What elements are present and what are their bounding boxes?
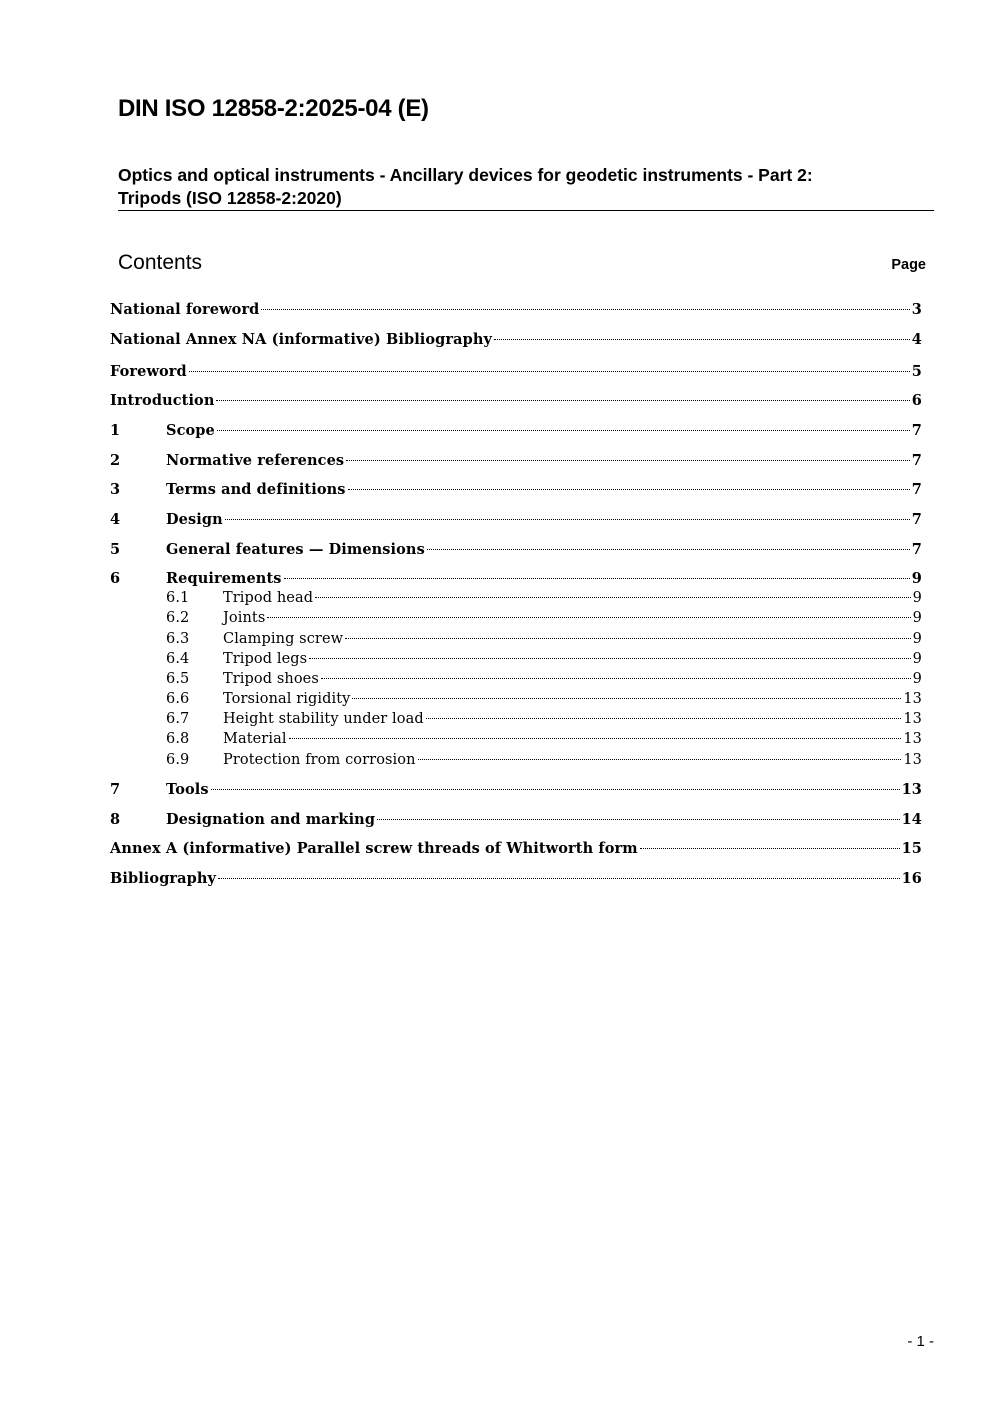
toc-entry-title: Joints (223, 610, 266, 626)
toc-leader-dots (426, 718, 902, 719)
toc-entry-6-4-tripod-legs[interactable] (110, 651, 922, 671)
toc-entry-foreword[interactable] (110, 363, 922, 383)
toc-entry-page: 5 (911, 363, 922, 380)
toc-leader-dots (418, 759, 902, 760)
toc-entry-page: 6 (911, 392, 922, 409)
toc-entry-page: 9 (912, 651, 922, 667)
toc-entry-title: General features — Dimensions (166, 541, 425, 558)
toc-entry-page: 7 (911, 481, 922, 498)
toc-entry-page: 3 (911, 301, 922, 318)
toc-entry-6-3-clamping-screw[interactable] (110, 631, 922, 651)
toc-leader-dots (211, 789, 900, 790)
toc-entry-national-foreword[interactable] (110, 301, 922, 321)
document-title (118, 164, 933, 210)
toc-entry-6-8-material[interactable] (110, 731, 922, 751)
toc-entry-page: 9 (912, 631, 922, 647)
toc-entry-title: Design (166, 511, 223, 528)
toc-entry-title: Material (223, 731, 287, 747)
toc-entry-annex-a[interactable] (110, 840, 922, 860)
toc-entry-6-requirements[interactable] (110, 570, 922, 590)
toc-entry-6-1-tripod-head[interactable] (110, 590, 922, 610)
contents-heading: Contents (118, 251, 203, 274)
toc-entry-6-2-joints[interactable] (110, 610, 922, 630)
toc-entry-6-6-torsional-rigidity[interactable] (110, 691, 922, 711)
toc-entry-page: 7 (911, 541, 922, 558)
toc-entry-number: 6.2 (166, 610, 190, 626)
toc-entry-title: Introduction (110, 392, 215, 409)
toc-entry-title: Torsional rigidity (223, 691, 351, 707)
toc-entry-number: 1 (110, 422, 121, 439)
toc-entry-page: 16 (901, 870, 922, 887)
toc-entry-2-normative-references[interactable] (110, 452, 922, 472)
document-title-line-1: Optics and optical instruments - Ancillary devices for geodetic instruments - Part 2: (118, 165, 813, 185)
toc-entry-6-7-height-stability[interactable] (110, 711, 922, 731)
toc-entry-6-9-protection-from-corrosion[interactable] (110, 752, 922, 772)
toc-entry-number: 3 (110, 481, 121, 498)
toc-entry-title: Requirements (166, 570, 282, 587)
toc-entry-number: 7 (110, 781, 121, 798)
document-id: DIN ISO 12858-2:2025-04 (E) (118, 95, 429, 122)
page-column-heading: Page (891, 257, 926, 273)
document-title-line-2: Tripods (ISO 12858-2:2020) (118, 188, 342, 208)
toc-entry-page: 13 (903, 731, 922, 747)
toc-entry-page: 15 (901, 840, 922, 857)
toc-entry-title: Clamping screw (223, 631, 344, 647)
toc-leader-dots (284, 578, 910, 579)
toc-entry-number: 6.5 (166, 671, 190, 687)
toc-entry-page: 9 (912, 610, 922, 626)
toc-entry-title (110, 331, 492, 348)
toc-leader-dots (321, 678, 911, 679)
toc-entry-national-annex-na[interactable] (110, 331, 922, 351)
toc-leader-dots (494, 339, 910, 340)
toc-entry-page: 14 (901, 811, 922, 828)
toc-entry-5-general-features[interactable] (110, 541, 922, 561)
toc-entry-page: 13 (903, 691, 922, 707)
footer-page-number: - 1 - (907, 1333, 934, 1350)
toc-entry-page: 4 (911, 331, 922, 348)
toc-entry-title: Bibliography (110, 870, 217, 887)
toc-entry-page: 7 (911, 452, 922, 469)
toc-entry-introduction[interactable] (110, 392, 922, 412)
toc-entry-number: 8 (110, 811, 121, 828)
toc-entry-title: Tools (166, 781, 209, 798)
toc-entry-title: Protection from corrosion (223, 752, 416, 768)
toc-entry-number: 6 (110, 570, 121, 587)
toc-entry-title: Height stability under load (223, 711, 424, 727)
toc-leader-dots (346, 460, 910, 461)
toc-leader-dots (218, 878, 900, 879)
toc-entry-number: 2 (110, 452, 121, 469)
toc-entry-title: Tripod shoes (223, 671, 319, 687)
toc-entry-page: 9 (912, 590, 922, 606)
toc-entry-title: Foreword (110, 363, 187, 380)
toc-leader-dots (225, 519, 910, 520)
toc-leader-dots (217, 430, 910, 431)
toc-leader-dots (377, 819, 900, 820)
toc-leader-dots (315, 597, 911, 598)
toc-entry-3-terms-and-definitions[interactable] (110, 481, 922, 501)
toc-leader-dots (189, 371, 910, 372)
toc-entry-page: 9 (911, 570, 922, 587)
toc-entry-6-5-tripod-shoes[interactable] (110, 671, 922, 691)
toc-entry-number: 5 (110, 541, 121, 558)
toc-entry-title: National foreword (110, 301, 260, 318)
toc-entry-number: 6.3 (166, 631, 190, 647)
toc-entry-page: 13 (901, 781, 922, 798)
toc-entry-title: Terms and definitions (166, 481, 346, 498)
toc-entry-number: 6.6 (166, 691, 190, 707)
toc-entry-number: 6.4 (166, 651, 190, 667)
toc-leader-dots (216, 400, 909, 401)
toc-entry-page: 13 (903, 711, 922, 727)
toc-leader-dots (640, 848, 900, 849)
toc-leader-dots (261, 309, 909, 310)
toc-entry-bibliography[interactable] (110, 870, 922, 890)
toc-entry-number: 6.1 (166, 590, 190, 606)
toc-entry-number: 6.7 (166, 711, 190, 727)
toc-leader-dots (352, 698, 901, 699)
toc-entry-title: Normative references (166, 452, 345, 469)
toc-leader-dots (345, 638, 911, 639)
toc-entry-title: Annex A (informative) Parallel screw threads of Whitworth form (110, 840, 638, 857)
toc-entry-title: Designation and marking (166, 811, 376, 828)
toc-entry-page: 7 (911, 422, 922, 439)
toc-leader-dots (267, 617, 910, 618)
toc-entry-4-design[interactable] (110, 511, 922, 531)
toc-entry-title: Tripod head (223, 590, 314, 606)
toc-entry-7-tools[interactable] (110, 781, 922, 801)
title-divider (118, 210, 934, 211)
toc-entry-1-scope[interactable] (110, 422, 922, 442)
toc-entry-8-designation-and-marking[interactable] (110, 811, 922, 831)
toc-leader-dots (309, 658, 910, 659)
toc-entry-number: 4 (110, 511, 121, 528)
toc-entry-title: Tripod legs (223, 651, 308, 667)
toc-leader-dots (348, 489, 910, 490)
toc-entry-page: 7 (911, 511, 922, 528)
toc-leader-dots (427, 549, 910, 550)
toc-entry-title: Scope (166, 422, 215, 439)
toc-entry-page: 13 (903, 752, 922, 768)
toc-entry-page: 9 (912, 671, 922, 687)
toc-entry-number: 6.8 (166, 731, 190, 747)
toc-entry-title-text: National Annex NA (informative) Bibliography (110, 331, 493, 348)
toc-leader-dots (289, 738, 902, 739)
toc-entry-number: 6.9 (166, 752, 190, 768)
